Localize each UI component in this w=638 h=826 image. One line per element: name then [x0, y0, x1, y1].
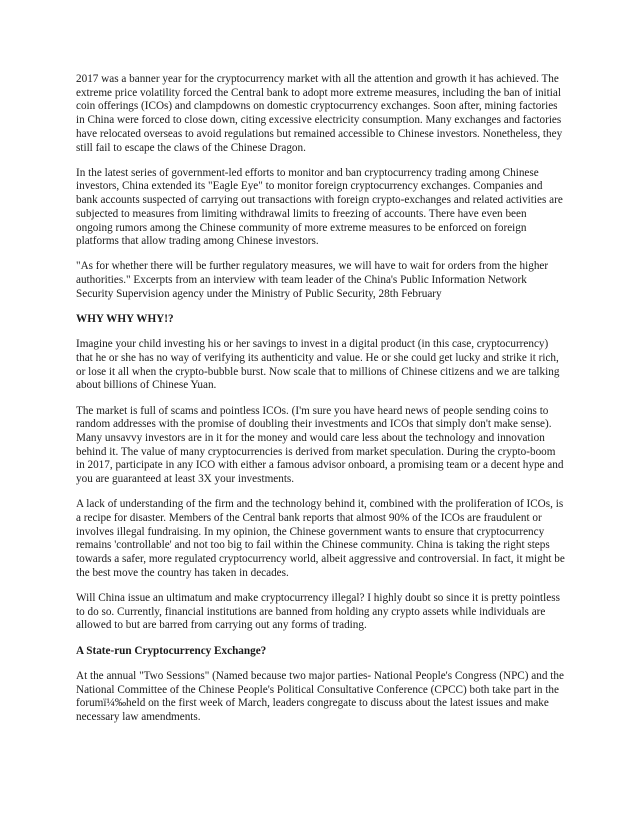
- paragraph-intro: 2017 was a banner year for the cryptocurrency market with all the attention and growth it has achieved. The extreme price volatility forced the Central bank to adopt more extreme measures, including the ban of initial coin offerings (ICOs) and clampdowns on domestic cryptocurrency exchanges. Soon after, mining factories in China were forced to close down, citing excessive electricity consumption. Many exchanges and factories have relocated overseas to avoid regulations but remained accessible to Chinese investors. Nonetheless, they still fail to escape the claws of the Chinese Dragon.: [76, 73, 563, 154]
- paragraph-quote: "As for whether there will be further regulatory measures, we will have to wait for orders from the higher authorities." Excerpts from an interview with team leader of the China's Public Information Network Security Supervision agency under the Ministry of Public Security, 28th February: [76, 260, 549, 300]
- paragraph-two-sessions: At the annual "Two Sessions" (Named because two major parties- National People's Congress (NPC) and the National Committee of the Chinese People's Political Consultative Conference (CPCC) both take part in the forumï¼‰held on the first week of March, leaders congregate to discuss about the latest issues and make necessary law amendments.: [76, 669, 564, 723]
- paragraph-understanding: A lack of understanding of the firm and the technology behind it, combined with the proliferation of ICOs, is a recipe for disaster. Members of the Central bank reports that almost 90% of the ICOs are fraudulent or involves illegal fundraising. In my opinion, the Chinese government wants to ensure that cryptocurrency remains 'controllable' and not too big to fail within the Chinese community. China is taking the right steps towards a safer, more regulated cryptocurrency world, albeit aggressive and controversial. In fact, it might be the best move the country has taken in decades.: [76, 498, 565, 579]
- section-heading-why: WHY WHY WHY!?: [76, 313, 174, 326]
- paragraph-scams: The market is full of scams and pointless ICOs. (I'm sure you have heard news of people sending coins to random addresses with the promise of doubling their investments and ICOs that simply don't make sense). Many unsavvy investors are in it for the money and would care less about the technology and innovation behind it. The value of many cryptocurrencies is derived from market speculation. During the crypto-boom in 2017, participate in any ICO with either a famous advisor onboard, a promising team or a decent hype and you are guaranteed at least 3X your investments.: [76, 404, 564, 486]
- paragraph-ultimatum: Will China issue an ultimatum and make cryptocurrency illegal? I highly doubt so since it is pretty pointless to do so. Currently, financial institutions are banned from holding any crypto assets while individuals are allowed to but are barred from carrying out any forms of trading.: [76, 592, 560, 632]
- document-page: [76, 73, 566, 736]
- paragraph-imagine: Imagine your child investing his or her savings to invest in a digital product (in this case, cryptocurrency) that he or she has no way of verifying its authenticity and value. He or she could get lucky and strike it rich, or lose it all when the crypto-bubble burst. Now scale that to millions of Chinese citizens and we are talking about billions of Chinese Yuan.: [76, 338, 560, 392]
- section-heading-exchange: A State-run Cryptocurrency Exchange?: [76, 644, 267, 657]
- paragraph-eagle-eye: In the latest series of government-led efforts to monitor and ban cryptocurrency trading among Chinese investors, China extended its "Eagle Eye" to monitor foreign cryptocurrency exchanges. Companies and bank accounts suspected of carrying out transactions with foreign crypto-exchanges and related activities are subjected to measures from limiting withdrawal limits to freezing of accounts. There have even been ongoing rumors among the Chinese community of more extreme measures to be enforced on foreign platforms that allow trading among Chinese investors.: [76, 166, 563, 248]
